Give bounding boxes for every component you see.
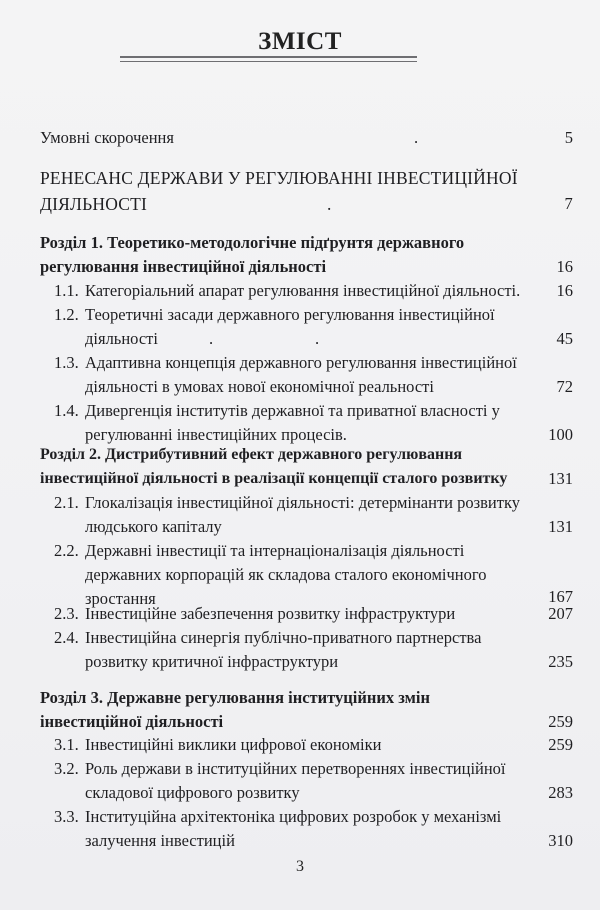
toc-page-number: 207 [548, 604, 573, 623]
toc-page-number: 131 [548, 469, 573, 488]
toc-entry-section-3[interactable] [0, 686, 600, 734]
toc-entry-1-3[interactable] [0, 351, 600, 399]
toc-entry-label-line-2: складової цифрового розвитку [85, 783, 300, 802]
toc-page-number: 259 [548, 712, 573, 731]
toc-entry-label-line-1: Розділ 1. Теоретико-методологічне підґрунтя державного [40, 233, 465, 252]
toc-entry-number: 1.4. [54, 401, 79, 420]
toc-entry-label-line-2: залучення інвестицій [85, 831, 235, 850]
toc-entry-2-2[interactable] [0, 539, 600, 611]
toc-entry-label: Категоріальний апарат регулювання інвестиційної діяльності. [85, 281, 521, 300]
title-underline-top [120, 56, 417, 58]
toc-entry-number: 1.2. [54, 305, 79, 324]
toc-entry-label-line-1: Адаптивна концепція державного регулювання інвестиційної [85, 353, 517, 372]
toc-entry-number: 1.1. [54, 281, 79, 300]
toc-entry-2-4[interactable] [0, 626, 600, 674]
toc-page-number: 283 [548, 783, 573, 802]
toc-entry-label-line-1: Державні інвестиції та інтернаціоналізація діяльності [85, 541, 465, 560]
toc-entry-label-line-2: державних корпорацій як складова сталого економічного [85, 565, 487, 584]
leader-dot: . [315, 329, 320, 348]
toc-entry-3-2[interactable] [0, 757, 600, 805]
toc-page-number: 235 [548, 652, 573, 671]
toc-entry-label-line-2: інвестиційної діяльності в реалізації концепції сталого розвитку [40, 470, 508, 487]
toc-entry-label-line-2: розвитку критичної інфраструктури [85, 652, 339, 671]
toc-entry-1-1[interactable] [0, 279, 600, 303]
toc-entry-1-4[interactable] [0, 399, 600, 447]
toc-page-number: 16 [556, 281, 573, 300]
toc-entry-introduction[interactable] [0, 166, 600, 218]
toc-entry-label-line-3: зростання [85, 589, 156, 608]
toc-entry-label-line-2: регулюванні інвестиційних процесів. [85, 425, 347, 444]
toc-entry-number: 2.2. [54, 541, 79, 560]
toc-entry-label-line-2: людського капіталу [85, 517, 222, 536]
toc-entry-label: Умовні скорочення [40, 128, 174, 147]
toc-page-number: 167 [548, 587, 573, 606]
toc-entry-3-1[interactable] [0, 733, 600, 757]
toc-entry-3-3[interactable] [0, 805, 600, 853]
toc-page-number: 72 [556, 377, 573, 396]
toc-entry-number: 3.1. [54, 735, 79, 754]
toc-entry-section-1[interactable] [0, 231, 600, 279]
toc-page-number: 5 [564, 128, 573, 147]
toc-entry-label-line-1: Дивергенція інститутів державної та приватної власності у [85, 401, 500, 420]
title-underline-bottom [120, 61, 417, 62]
toc-page-number: 16 [556, 257, 573, 276]
toc-entry-label-line-1: Розділ 2. Дистрибутивний ефект державного регулювання [40, 446, 463, 463]
toc-page-number: 45 [556, 329, 573, 348]
toc-entry-number: 3.3. [54, 807, 79, 826]
toc-entry-section-2[interactable] [0, 443, 600, 491]
toc-entry-label-line-1: Глокалізація інвестиційної діяльності: детермінанти розвитку [85, 493, 521, 512]
toc-entry-number: 2.4. [54, 628, 79, 647]
toc-entry-abbreviations[interactable] [0, 126, 600, 150]
leader-dot: . [327, 194, 332, 214]
leader-dot: . [414, 128, 419, 147]
toc-entry-number: 2.1. [54, 493, 79, 512]
leader-dot: . [209, 329, 214, 348]
toc-entry-label-line-2: діяльності в умовах нової економічної реальності [85, 377, 434, 396]
toc-entry-label-line-2: регулювання інвестиційної діяльності [40, 257, 327, 276]
toc-entry-number: 2.3. [54, 604, 79, 623]
toc-entry-label-line-1: Теоретичні засади державного регулювання інвестиційної [85, 305, 495, 324]
toc-entry-label-line-1: Інституційна архітектоніка цифрових розробок у механізмі [85, 807, 502, 826]
toc-entry-label: Інвестиційні виклики цифрової економіки [85, 735, 382, 754]
toc-entry-label-line-1: Розділ 3. Державне регулювання інституційних змін [40, 688, 430, 707]
toc-entry-number: 3.2. [54, 759, 79, 778]
toc-page-number: 259 [548, 735, 573, 754]
toc-entry-label-line-1: Інвестиційна синергія публічно-приватного партнерства [85, 628, 482, 647]
toc-page-number: 7 [564, 194, 573, 213]
toc-page-number: 310 [548, 831, 573, 850]
toc-entry-label-line-2: інвестиційної діяльності [40, 712, 224, 731]
toc-page-number: 100 [548, 425, 573, 444]
toc-entry-2-3[interactable] [0, 602, 600, 626]
toc-entry-number: 1.3. [54, 353, 79, 372]
toc-entry-label-line-2: ДІЯЛЬНОСТІ [40, 194, 148, 214]
toc-entry-label-line-1: Роль держави в інституційних перетвореннях інвестиційної [85, 759, 506, 778]
toc-entry-1-2[interactable] [0, 303, 600, 351]
toc-entry-label: Інвестиційне забезпечення розвитку інфраструктури [85, 604, 456, 623]
toc-entry-label-line-1: РЕНЕСАНС ДЕРЖАВИ У РЕГУЛЮВАННІ ІНВЕСТИЦІЙНОЇ [40, 168, 518, 188]
page-number: 3 [296, 858, 304, 875]
page-title: ЗМІСТ [258, 28, 342, 55]
toc-entry-2-1[interactable] [0, 491, 600, 539]
toc-entry-label-line-2: діяльності [85, 329, 158, 348]
toc-page-number: 131 [548, 517, 573, 536]
